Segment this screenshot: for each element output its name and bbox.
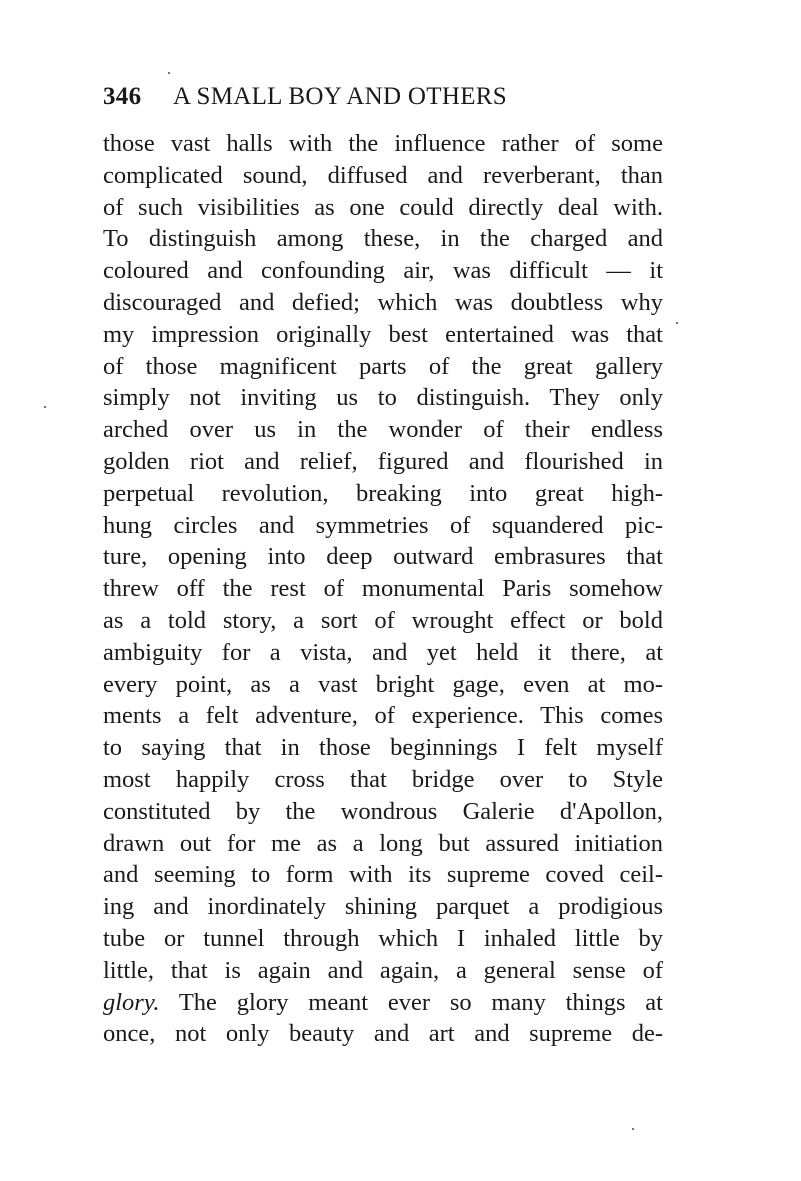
running-head (103, 80, 663, 114)
text-line: golden riot and relief, figured and flourished in (103, 447, 663, 475)
text-line: ing and inordinately shining parquet a prodigious (103, 893, 663, 921)
text-line: every point, as a vast bright gage, even at mo- (103, 670, 663, 698)
text-line: my impression originally best entertained was that (103, 320, 663, 348)
text-line: ments a felt adventure, of experience. This comes (103, 702, 663, 730)
text-line: threw off the rest of monumental Paris somehow (103, 575, 663, 603)
page-number: 346 (103, 83, 142, 110)
text-line: most happily cross that bridge over to Style (103, 765, 663, 793)
text-line: those vast halls with the influence rather of some (103, 130, 663, 157)
text-line: complicated sound, diffused and reverberant, than (103, 161, 663, 189)
italic-word: glory. (103, 988, 160, 1016)
text-line: discouraged and defied; which was doubtless why (103, 288, 663, 316)
text-line: simply not inviting us to distinguish. They only (103, 384, 663, 412)
text-line: perpetual revolution, breaking into great high- (103, 479, 663, 507)
text-line: little, that is again and again, a general sense of (103, 956, 663, 984)
text-line: to saying that in those beginnings I felt myself (103, 734, 663, 762)
text-line: of those magnificent parts of the great gallery (103, 352, 663, 380)
text-line: constituted by the wondrous Galerie d'Apollon, (103, 797, 663, 825)
print-speck (676, 322, 678, 324)
text-line: arched over us in the wonder of their endless (103, 416, 663, 444)
print-speck (168, 72, 170, 74)
text-line: and seeming to form with its supreme coved ceil- (103, 861, 663, 889)
text-line: drawn out for me as a long but assured initiation (103, 829, 663, 857)
text-line: tube or tunnel through which I inhaled little by (103, 924, 663, 952)
text-line-rest: The glory meant ever so many things at (159, 988, 663, 1016)
body-text (103, 128, 663, 1050)
text-line: ture, opening into deep outward embrasures that (103, 543, 663, 571)
text-line: as a told story, a sort of wrought effect or bold (103, 606, 663, 634)
text-line-final: once, not only beauty and art and supreme de- (103, 1020, 663, 1048)
text-line: hung circles and symmetries of squandered pic- (103, 511, 663, 539)
print-speck (44, 406, 46, 408)
text-line: To distinguish among these, in the charged and (103, 225, 663, 253)
text-line-glory (103, 987, 663, 1019)
text-line: of such visibilities as one could directly deal with. (103, 193, 663, 221)
print-speck (632, 1128, 634, 1130)
book-title: A SMALL BOY AND OTHERS (173, 83, 507, 110)
text-line: coloured and confounding air, was difficult — it (103, 257, 663, 285)
text-line: ambiguity for a vista, and yet held it there, at (103, 638, 663, 666)
